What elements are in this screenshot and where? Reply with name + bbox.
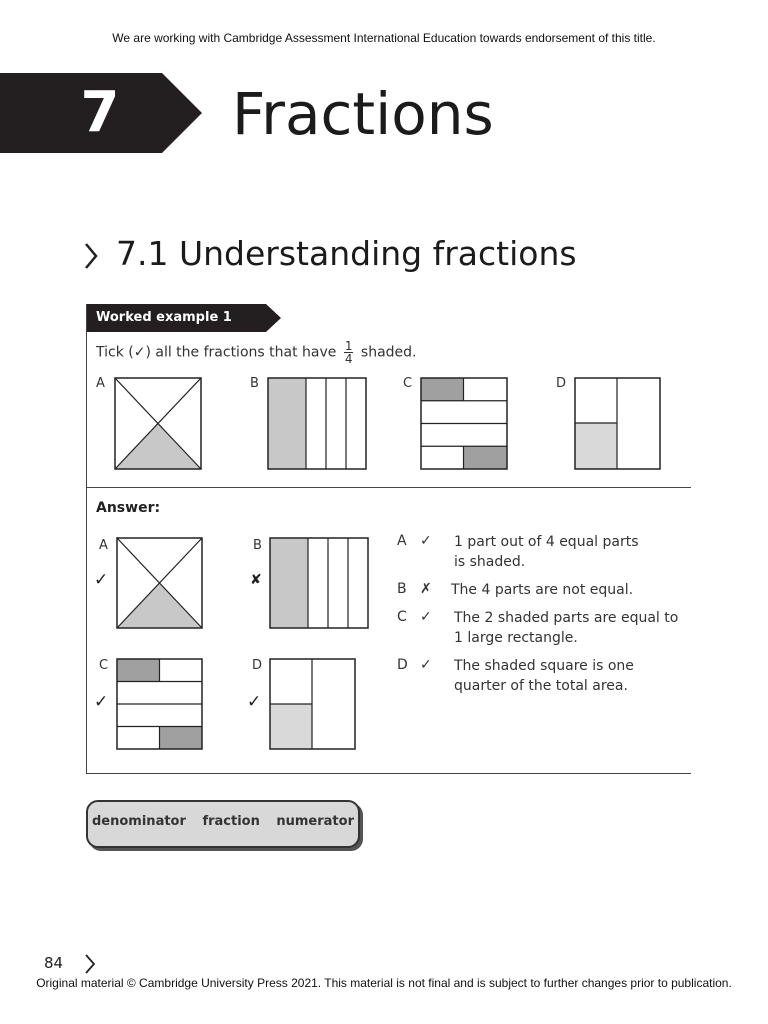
explanation-text-a: 1 part out of 4 equal parts is shaded. — [454, 534, 639, 570]
explanation-mark-a: ✓ — [420, 533, 432, 549]
answer-shape-c — [116, 658, 203, 750]
page-number: 84 — [44, 954, 64, 972]
chevron-right-icon — [82, 238, 100, 274]
shape-b-unequal-strips — [267, 377, 367, 470]
worked-example-label: Worked example 1 — [96, 310, 232, 325]
explanation-text-c: The 2 shaded parts are equal to 1 large rectangle. — [454, 610, 679, 646]
explanation-mark-b: ✗ — [420, 581, 432, 597]
figure-label-d: D — [556, 376, 567, 391]
question-after: shaded. — [360, 344, 417, 361]
answer-mark-d: ✓ — [247, 692, 262, 712]
answer-figure-label-d: D — [252, 658, 263, 673]
worked-example-bottom-border — [86, 773, 691, 774]
worked-example-left-border — [86, 304, 87, 774]
vocabulary-term: numerator — [276, 814, 354, 829]
question-before: Tick (✓) all the fractions that have — [96, 344, 337, 361]
question-text — [96, 340, 417, 365]
answer-shape-b — [269, 537, 369, 629]
section-title: 7.1 Understanding fractions — [116, 234, 577, 273]
shape-d-quarter-square — [574, 377, 661, 470]
answer-shape-a — [116, 537, 203, 629]
vocabulary-list — [86, 814, 360, 829]
explanation-text-b: The 4 parts are not equal. — [451, 582, 634, 598]
figure-label-a: A — [96, 376, 105, 391]
answer-mark-b: ✘ — [250, 572, 262, 588]
figure-label-b: B — [250, 376, 259, 391]
endorsement-notice: We are working with Cambridge Assessment International Education towards endorsement of this title. — [112, 31, 656, 45]
explanation-text-d: The shaded square is one quarter of the total area. — [454, 658, 634, 694]
answer-shape-d — [269, 658, 356, 750]
answer-mark-c: ✓ — [94, 692, 109, 712]
explanation-letter-c: C — [397, 609, 407, 625]
explanation-letter-b: B — [397, 581, 407, 597]
worked-example-divider — [86, 487, 691, 488]
shape-c-rectangles — [420, 377, 508, 470]
chevron-right-icon — [84, 952, 96, 976]
answer-figure-label-b: B — [253, 538, 262, 553]
figure-label-c: C — [403, 376, 413, 391]
explanation-letter-a: A — [397, 533, 407, 549]
one-quarter-fraction — [344, 340, 354, 365]
vocabulary-term: fraction — [202, 814, 260, 829]
chapter-title: Fractions — [232, 80, 494, 148]
answer-label: Answer: — [96, 500, 161, 516]
explanation-letter-d: D — [397, 657, 408, 673]
explanation-mark-c: ✓ — [420, 609, 432, 625]
answer-mark-a: ✓ — [94, 570, 109, 590]
answer-figure-label-a: A — [99, 538, 108, 553]
copyright-footer: Original material © Cambridge University Press 2021. This material is not final and is subject to further changes prior to publication. — [36, 976, 732, 990]
explanation-mark-d: ✓ — [420, 657, 432, 673]
fraction-denominator: 4 — [344, 352, 353, 366]
chapter-number: 7 — [80, 80, 120, 145]
fraction-numerator: 1 — [344, 339, 353, 353]
vocabulary-term: denominator — [92, 814, 186, 829]
answer-figure-label-c: C — [99, 658, 109, 673]
shape-a-diagonals — [114, 377, 202, 470]
